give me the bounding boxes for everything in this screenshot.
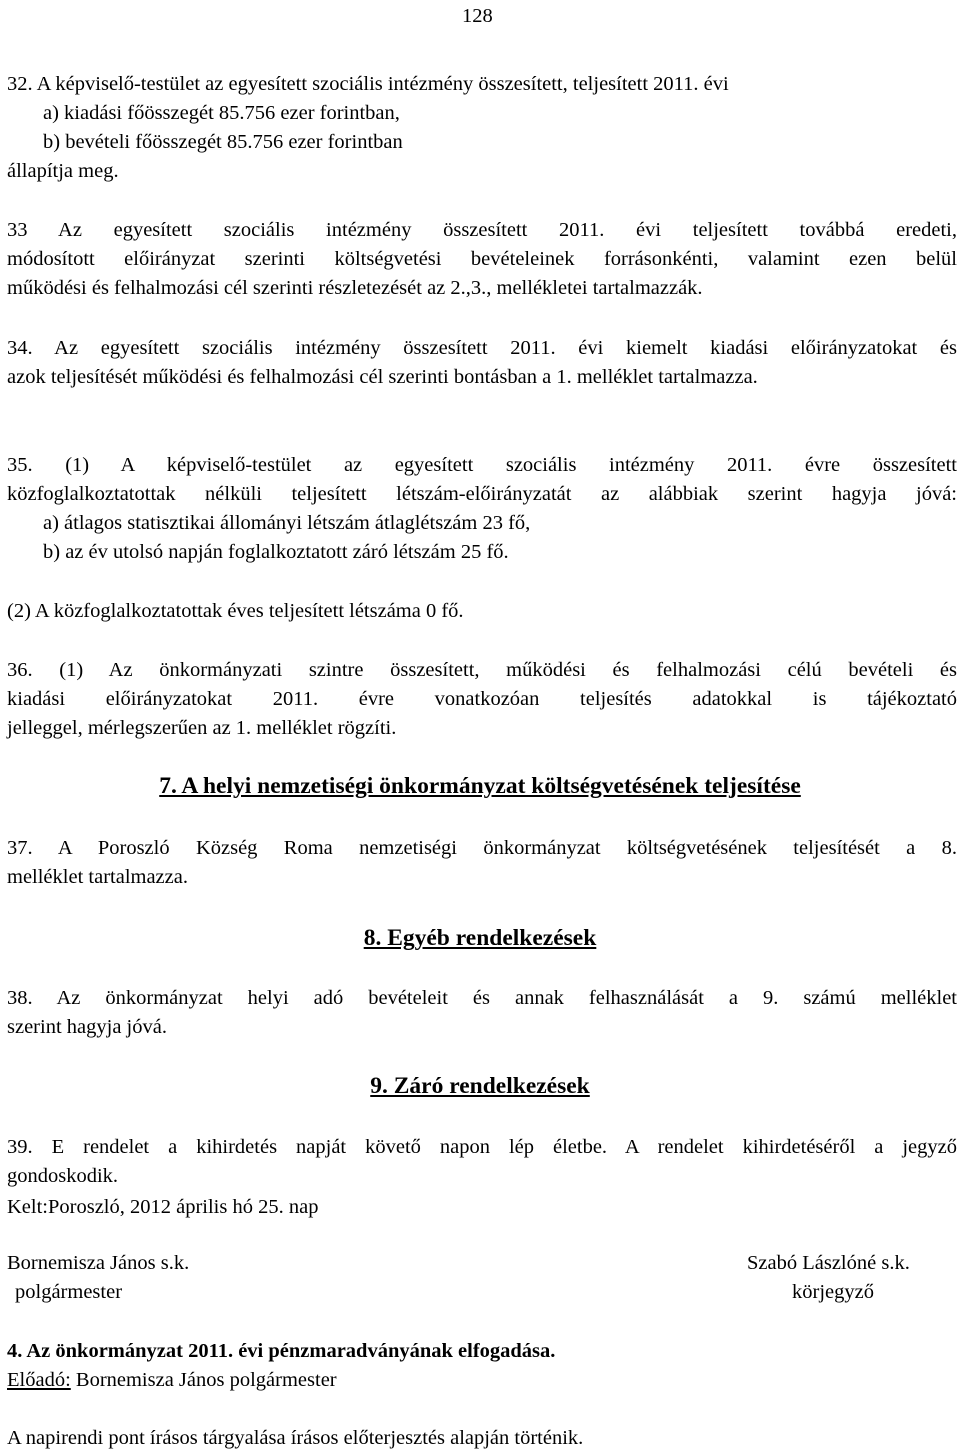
- signature-right-title: körjegyző: [792, 1281, 874, 1303]
- section-heading-9: 9. Záró rendelkezések: [370, 1073, 590, 1099]
- paragraph-35-line1: 35. (1) A képviselő-testület az egyesített szociális intézmény 2011. évre összesített: [7, 454, 957, 476]
- presenter-name: Bornemisza János polgármester: [70, 1369, 337, 1391]
- paragraph-38-line1: 38. Az önkormányzat helyi adó bevételeit és annak felhasználását a 9. számú melléklet: [7, 987, 957, 1009]
- section-heading-8: 8. Egyéb rendelkezések: [363, 925, 597, 951]
- paragraph-37-line2: melléklet tartalmazza.: [7, 866, 188, 888]
- paragraph-32-end: állapítja meg.: [7, 160, 119, 182]
- agenda-item-4-title: 4. Az önkormányzat 2011. évi pénzmaradványának elfogadása.: [7, 1340, 556, 1362]
- section-heading-7: 7. A helyi nemzetiségi önkormányzat költségvetésének teljesítése: [159, 773, 801, 799]
- paragraph-38: [7, 984, 957, 1042]
- paragraph-33-line2: módosított előirányzat szerinti költségvetési bevételeinek forrásonkénti, valamint ezen belül: [7, 248, 957, 270]
- paragraph-39-line2: gondoskodik.: [7, 1165, 119, 1187]
- paragraph-34-line1: 34. Az egyesített szociális intézmény összesített 2011. évi kiemelt kiadási előirányzatokat és: [7, 337, 957, 359]
- paragraph-35-part2: (2) A közfoglalkoztatottak éves teljesített létszáma 0 fő.: [7, 600, 464, 622]
- paragraph-39-line1: 39. E rendelet a kihirdetés napját követő napon lép életbe. A rendelet kihirdetéséről a jegyző: [7, 1136, 957, 1158]
- paragraph-39: [7, 1133, 957, 1191]
- paragraph-36-line1: 36. (1) Az önkormányzati szintre összesített, működési és felhalmozási célú bevételi és: [7, 659, 957, 681]
- signature-left-title: polgármester: [15, 1281, 123, 1303]
- paragraph-36-line3: jelleggel, mérlegszerűen az 1. melléklet rögzíti.: [7, 717, 397, 739]
- paragraph-36-line2: kiadási előirányzatokat 2011. évre vonatkozóan teljesítés adatokkal is tájékoztató: [7, 688, 957, 710]
- signature-right-name: Szabó Lászlóné s.k.: [747, 1252, 910, 1274]
- agenda-item-4-presenter: [7, 1366, 957, 1395]
- paragraph-32-item-b: b) bevételi főösszegét 85.756 ezer forintban: [43, 131, 403, 153]
- signature-left-name: Bornemisza János s.k.: [7, 1252, 190, 1274]
- agenda-item-4-note: A napirendi pont írásos tárgyalása írásos előterjesztés alapján történik.: [7, 1427, 584, 1449]
- paragraph-35-line2: közfoglalkoztatottak nélküli teljesített létszám-előirányzatát az alábbiak szerint hagyja jóvá:: [7, 483, 957, 505]
- paragraph-35: [7, 451, 957, 567]
- paragraph-32: [7, 70, 957, 186]
- paragraph-37: [7, 834, 957, 892]
- date-place-line: Kelt:Poroszló, 2012 április hó 25. nap: [7, 1196, 319, 1218]
- paragraph-34: [7, 334, 957, 392]
- page-number: 128: [462, 5, 493, 27]
- presenter-label: Előadó:: [7, 1369, 71, 1391]
- paragraph-34-line2: azok teljesítését működési és felhalmozási cél szerinti bontásban a 1. melléklet tartalmazza.: [7, 366, 758, 388]
- paragraph-32-item-a: a) kiadási főösszegét 85.756 ezer forintban,: [43, 102, 400, 124]
- paragraph-33-line1: 33 Az egyesített szociális intézmény összesített 2011. évi teljesített továbbá eredeti,: [7, 219, 957, 241]
- paragraph-32-line1: 32. A képviselő-testület az egyesített szociális intézmény összesített, teljesített 2011. évi: [7, 73, 729, 95]
- paragraph-35-item-a: a) átlagos statisztikai állományi létszám átlaglétszám 23 fő,: [43, 512, 531, 534]
- paragraph-33-line3: működési és felhalmozási cél szerinti részletezését az 2.,3., mellékletei tartalmazzák.: [7, 277, 703, 299]
- paragraph-36: [7, 656, 957, 743]
- paragraph-33: [7, 216, 957, 303]
- paragraph-38-line2: szerint hagyja jóvá.: [7, 1016, 167, 1038]
- paragraph-35-item-b: b) az év utolsó napján foglalkoztatott záró létszám 25 fő.: [43, 541, 509, 563]
- paragraph-37-line1: 37. A Poroszló Község Roma nemzetiségi önkormányzat költségvetésének teljesítését a 8.: [7, 837, 957, 859]
